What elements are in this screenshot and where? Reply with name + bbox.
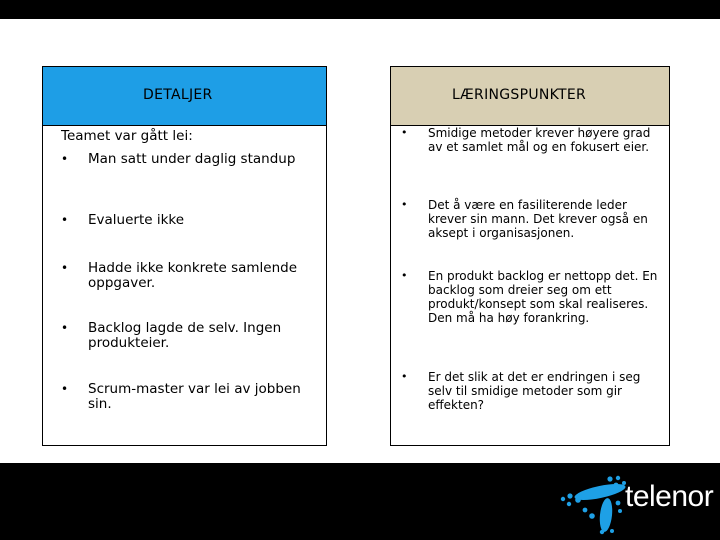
- bullet: •: [61, 321, 69, 335]
- bullet: •: [401, 198, 408, 211]
- details-header: [43, 67, 326, 126]
- details-item-text: Backlog lagde de selv. Ingen produkteier.: [88, 320, 282, 351]
- details-item-text: Man satt under daglig standup: [88, 151, 296, 167]
- bullet: •: [61, 152, 69, 166]
- top-bar: [0, 0, 720, 19]
- learning-point-text: Det å være en fasiliterende leder krever sin mann. Det krever også en aksept i organisasjonen.: [428, 198, 648, 240]
- bullet: •: [401, 126, 408, 139]
- details-item-text: Evaluerte ikke: [88, 212, 185, 228]
- learning-point-text: En produkt backlog er nettopp det. En backlog som dreier seg om ett produkt/konsept som skal realiseres. Den må ha høy forankring.: [428, 269, 658, 325]
- bullet: •: [61, 261, 69, 275]
- learning-point-item: [401, 198, 663, 240]
- bullet: •: [401, 269, 408, 282]
- bullet: •: [61, 382, 69, 396]
- details-item-text: Scrum-master var lei av jobben sin.: [88, 381, 301, 412]
- details-item: [61, 261, 311, 291]
- learning-point-item: [401, 126, 663, 154]
- learning-points-panel: [390, 66, 670, 446]
- details-item: [61, 382, 311, 412]
- telenor-logo-text: telenor: [625, 480, 714, 513]
- details-item: [61, 213, 311, 228]
- learning-points-title: LÆRINGSPUNKTER: [452, 87, 587, 103]
- details-item: [61, 152, 311, 167]
- bullet: •: [401, 370, 408, 383]
- details-item: [61, 321, 311, 351]
- learning-point-text: Smidige metoder krever høyere grad av et samlet mål og en fokusert eier.: [428, 126, 651, 154]
- bullet: •: [61, 213, 69, 227]
- learning-points-header: [391, 67, 669, 126]
- details-item-text: Hadde ikke konkrete samlende oppgaver.: [88, 260, 298, 291]
- learning-point-item: [401, 269, 663, 325]
- details-title: DETALJER: [143, 87, 213, 103]
- details-intro: Teamet var gått lei:: [61, 128, 193, 144]
- learning-point-item: [401, 370, 663, 412]
- details-panel: [42, 66, 327, 446]
- learning-point-text: Er det slik at det er endringen i seg selv til smidige metoder som gir effekten?: [428, 370, 641, 412]
